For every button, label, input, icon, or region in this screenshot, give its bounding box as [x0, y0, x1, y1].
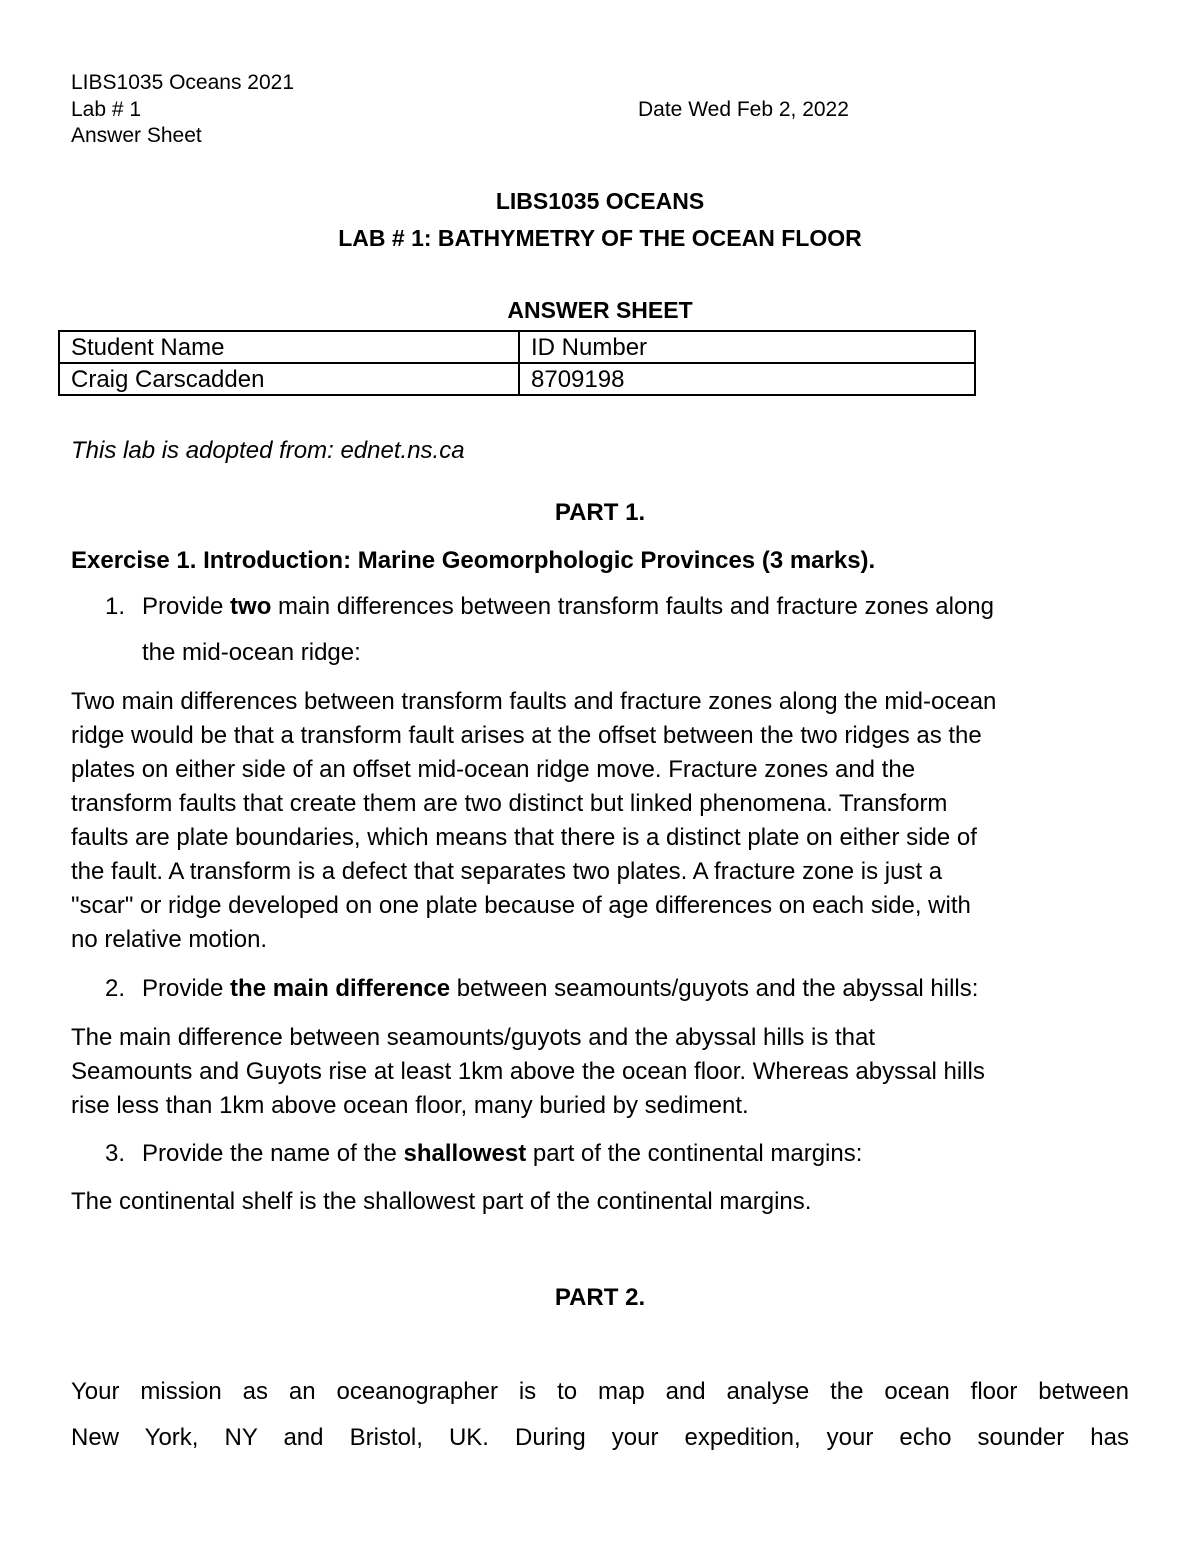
answer-1-line: faults are plate boundaries, which means that there is a distinct plate on either side of	[71, 824, 977, 851]
question-3-text-post: part of the continental margins:	[526, 1140, 863, 1167]
answer-2-line: Seamounts and Guyots rise at least 1km above the ocean floor. Whereas abyssal hills	[71, 1058, 985, 1085]
question-2	[105, 966, 1135, 1012]
question-2-number: 2.	[105, 975, 126, 1002]
table-header-row	[59, 331, 975, 363]
title-answer-sheet: ANSWER SHEET	[507, 297, 693, 323]
question-2-text-post: between seamounts/guyots and the abyssal hills:	[450, 975, 979, 1002]
question-2-text-pre: Provide	[142, 975, 231, 1002]
student-id-value: 8709198	[519, 363, 975, 395]
adoption-credit: This lab is adopted from: ednet.ns.ca	[71, 437, 465, 464]
exercise1-heading: Exercise 1. Introduction: Marine Geomorphologic Provinces (3 marks).	[71, 547, 876, 574]
title-course: LIBS1035 OCEANS	[495, 188, 705, 214]
answer-1-line: ridge would be that a transform fault arises at the offset between the two ridges as the	[71, 722, 982, 749]
question-3-text-pre: Provide the name of the	[142, 1140, 404, 1167]
answer-1-line: the fault. A transform is a defect that separates two plates. A fracture zone is just a	[71, 858, 943, 885]
mission-line: New York, NY and Bristol, UK. During your expedition, your echo sounder has	[71, 1424, 1129, 1451]
table-header-student-name: Student Name	[59, 331, 519, 363]
question-2-text-bold: the main difference	[230, 975, 451, 1002]
question-3-text-bold: shallowest	[403, 1140, 527, 1167]
student-name-value: Craig Carscadden	[59, 363, 519, 395]
question-3	[105, 1131, 1135, 1177]
question-1-text-pre: Provide	[142, 593, 231, 620]
part2-heading: PART 2.	[554, 1284, 646, 1311]
answer-1-line: transform faults that create them are two distinct but linked phenomena. Transform	[71, 790, 948, 817]
mission-line: Your mission as an oceanographer is to map and analyse the ocean floor between	[71, 1378, 1129, 1405]
title-lab: LAB # 1: BATHYMETRY OF THE OCEAN FLOOR	[338, 225, 862, 251]
answer-2-line: The main difference between seamounts/guyots and the abyssal hills is that	[71, 1024, 876, 1051]
student-info-table	[58, 330, 976, 396]
mission-paragraph	[71, 1369, 1129, 1461]
header-date: Date Wed Feb 2, 2022	[638, 98, 849, 121]
answer-1-line: no relative motion.	[71, 926, 268, 953]
table-row	[59, 363, 975, 395]
answer-1-line: "scar" or ridge developed on one plate because of age differences on each side, with	[71, 892, 971, 919]
answer-2-line: rise less than 1km above ocean floor, many buried by sediment.	[71, 1092, 749, 1119]
part1-heading: PART 1.	[554, 499, 646, 526]
table-header-id-number: ID Number	[519, 331, 975, 363]
header-sheet: Answer Sheet	[71, 124, 202, 147]
question-1-text-line2: the mid-ocean ridge:	[142, 639, 361, 666]
question-1	[105, 584, 1135, 676]
answer-2	[71, 1021, 1131, 1123]
question-1-text-bold: two	[230, 593, 272, 620]
question-1-number: 1.	[105, 593, 126, 620]
answer-3: The continental shelf is the shallowest part of the continental margins.	[71, 1188, 812, 1215]
header-course: LIBS1035 Oceans 2021	[71, 71, 295, 94]
question-1-text-post: main differences between transform faults and fracture zones along	[271, 593, 994, 620]
answer-1-line: plates on either side of an offset mid-ocean ridge move. Fracture zones and the	[71, 756, 916, 783]
header-lab: Lab # 1	[71, 98, 142, 121]
question-3-number: 3.	[105, 1140, 126, 1167]
answer-1-line: Two main differences between transform faults and fracture zones along the mid-ocean	[71, 688, 997, 715]
answer-1	[71, 685, 1131, 957]
